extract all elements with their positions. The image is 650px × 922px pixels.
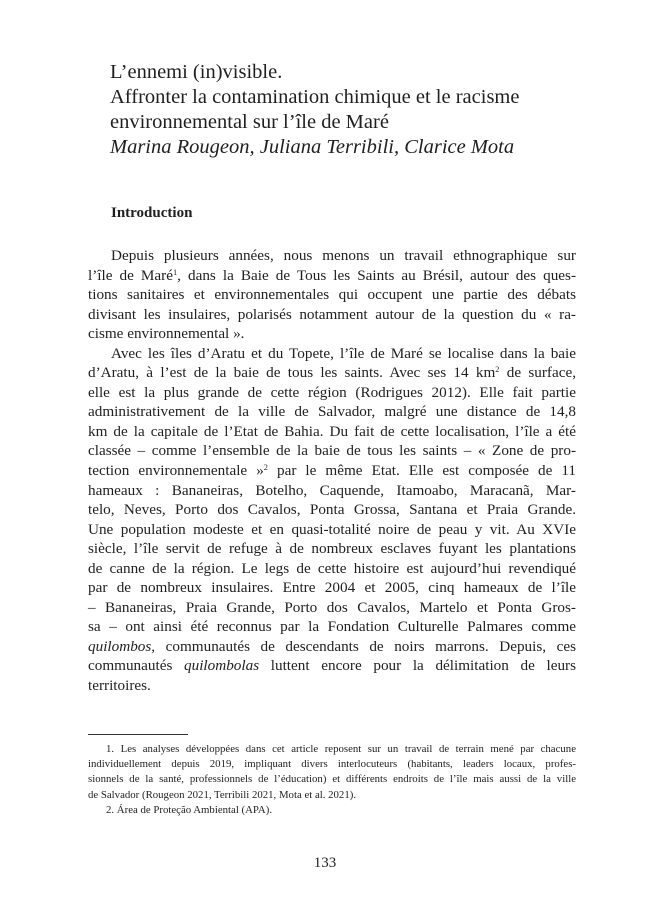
text-run: , dans la Baie de Tous les Saints au Brésil, autour des ques-	[177, 266, 577, 284]
body-line	[88, 324, 576, 344]
footnote-1-line: 1. Les analyses développées dans cet article reposent sur un travail de terrain mené par chacune	[106, 743, 576, 755]
text-run: siècle, l’île servit de refuge à de nombreux esclaves fuyant les plantations	[88, 540, 576, 558]
body-line	[88, 266, 576, 286]
body-line	[88, 637, 576, 657]
text-run: – Bananeiras, Praia Grande, Porto dos Cavalos, Martelo et Ponta Gros-	[88, 598, 576, 616]
body-line	[88, 285, 576, 305]
text-run: Une population modeste et en quasi-totalité noire de peau y vit. Au XVIe	[88, 520, 576, 538]
body-line	[88, 617, 576, 637]
chapter-title-line-1: L’ennemi (in)visible.	[110, 61, 283, 83]
text-run: hameaux : Bananeiras, Botelho, Caquende, Itamoabo, Maracanã, Mar-	[88, 481, 576, 499]
body-line	[88, 383, 576, 403]
text-run: luttent encore pour la délimitation de leurs	[259, 657, 577, 675]
text-run: divisant les insulaires, polarisés notamment autour de la question du « ra-	[88, 305, 576, 323]
text-run: par le même Etat. Elle est composée de 11	[267, 462, 577, 480]
text-run: territoires.	[88, 677, 151, 695]
text-run: , communautés de descendants de noirs marrons. Depuis, ces	[151, 637, 576, 655]
footnote-1-line: sionnels de la santé, professionnels de l’éducation) et différents endroits de l’île mais aussi de la ville	[88, 773, 576, 786]
chapter-authors: Marina Rougeon, Juliana Terribili, Clarice Mota	[110, 136, 515, 158]
footnote-1-line: individuellement depuis 2019, impliquant divers interlocuteurs (habitants, leaders locaux, profes-	[88, 758, 576, 771]
footnote-2: 2. Área de Proteção Ambiental (APA).	[106, 803, 273, 816]
text-run: classée – comme l’ensemble de la baie de tous les saints – « Zone de pro-	[88, 442, 576, 460]
text-run: d’Aratu, à l’est de la baie de tous les saints. Avec ses 14 km	[88, 364, 496, 382]
footnote-1-line: de Salvador (Rougeon 2021, Terribili 2021, Mota et al. 2021).	[88, 788, 357, 801]
body-line	[88, 656, 576, 676]
footnotes	[88, 742, 576, 818]
chapter-title-line-3: environnemental sur l’île de Maré	[110, 111, 389, 133]
body-text	[88, 246, 576, 696]
body-line	[88, 344, 576, 364]
text-run: sa – ont ainsi été reconnus par la Fondation Culturelle Palmares comme	[88, 618, 576, 636]
emphasis: quilombos	[88, 637, 152, 655]
text-run: de surface,	[499, 364, 577, 382]
body-line	[88, 598, 576, 618]
text-run: km de la capitale de l’Etat de Bahia. Du fait de cette localisation, l’île a été	[88, 422, 576, 440]
section-heading: Introduction	[111, 205, 193, 221]
body-line	[88, 539, 576, 559]
text-run: communautés	[88, 657, 185, 675]
footnote-divider	[88, 734, 188, 735]
footnote-ref-2[interactable]: 2	[263, 463, 268, 472]
body-line	[88, 461, 576, 481]
body-line	[88, 520, 576, 540]
text-run: l’île de Maré	[88, 266, 173, 284]
footnote-ref-1[interactable]: 1	[172, 267, 178, 277]
text-run: de canne de la région. Le legs de cette histoire est aujourd’hui revendiqué	[88, 559, 576, 577]
text-run: par de nombreux insulaires. Entre 2004 et 2005, cinq hameaux de l’île	[88, 579, 576, 597]
body-line	[88, 441, 576, 461]
text-run: tection environnementale »	[88, 462, 264, 480]
body-line	[88, 402, 576, 422]
body-line	[88, 481, 576, 501]
page-number: 133	[313, 855, 337, 871]
body-line	[88, 676, 576, 696]
emphasis: quilombolas	[184, 657, 260, 675]
text-run: telo, Neves, Porto dos Cavalos, Ponta Grossa, Santana et Praia Grande.	[88, 501, 576, 519]
body-line	[88, 246, 576, 266]
body-line	[88, 578, 576, 598]
text-run: elle est la plus grande de cette région (Rodrigues 2012). Elle fait partie	[88, 383, 576, 401]
superscript: 2	[495, 365, 500, 375]
text-run: tions sanitaires et environnementales qui occupent une partie des débats	[88, 286, 576, 304]
text-run: administrativement de la ville de Salvador, malgré une distance de 14,8	[88, 403, 576, 421]
body-line	[88, 559, 576, 579]
body-line	[88, 363, 576, 383]
chapter-title-line-2: Affronter la contamination chimique et le racisme	[110, 86, 520, 108]
body-line	[88, 500, 576, 520]
text-run: cisme environnemental ».	[88, 325, 245, 343]
text-run: Depuis plusieurs années, nous menons un travail ethnographique sur	[111, 247, 576, 264]
chapter-title-block	[110, 60, 590, 160]
text-run: Avec les îles d’Aratu et du Topete, l’île de Maré se localise dans la baie	[111, 344, 576, 362]
body-line	[88, 305, 576, 325]
body-line	[88, 422, 576, 442]
